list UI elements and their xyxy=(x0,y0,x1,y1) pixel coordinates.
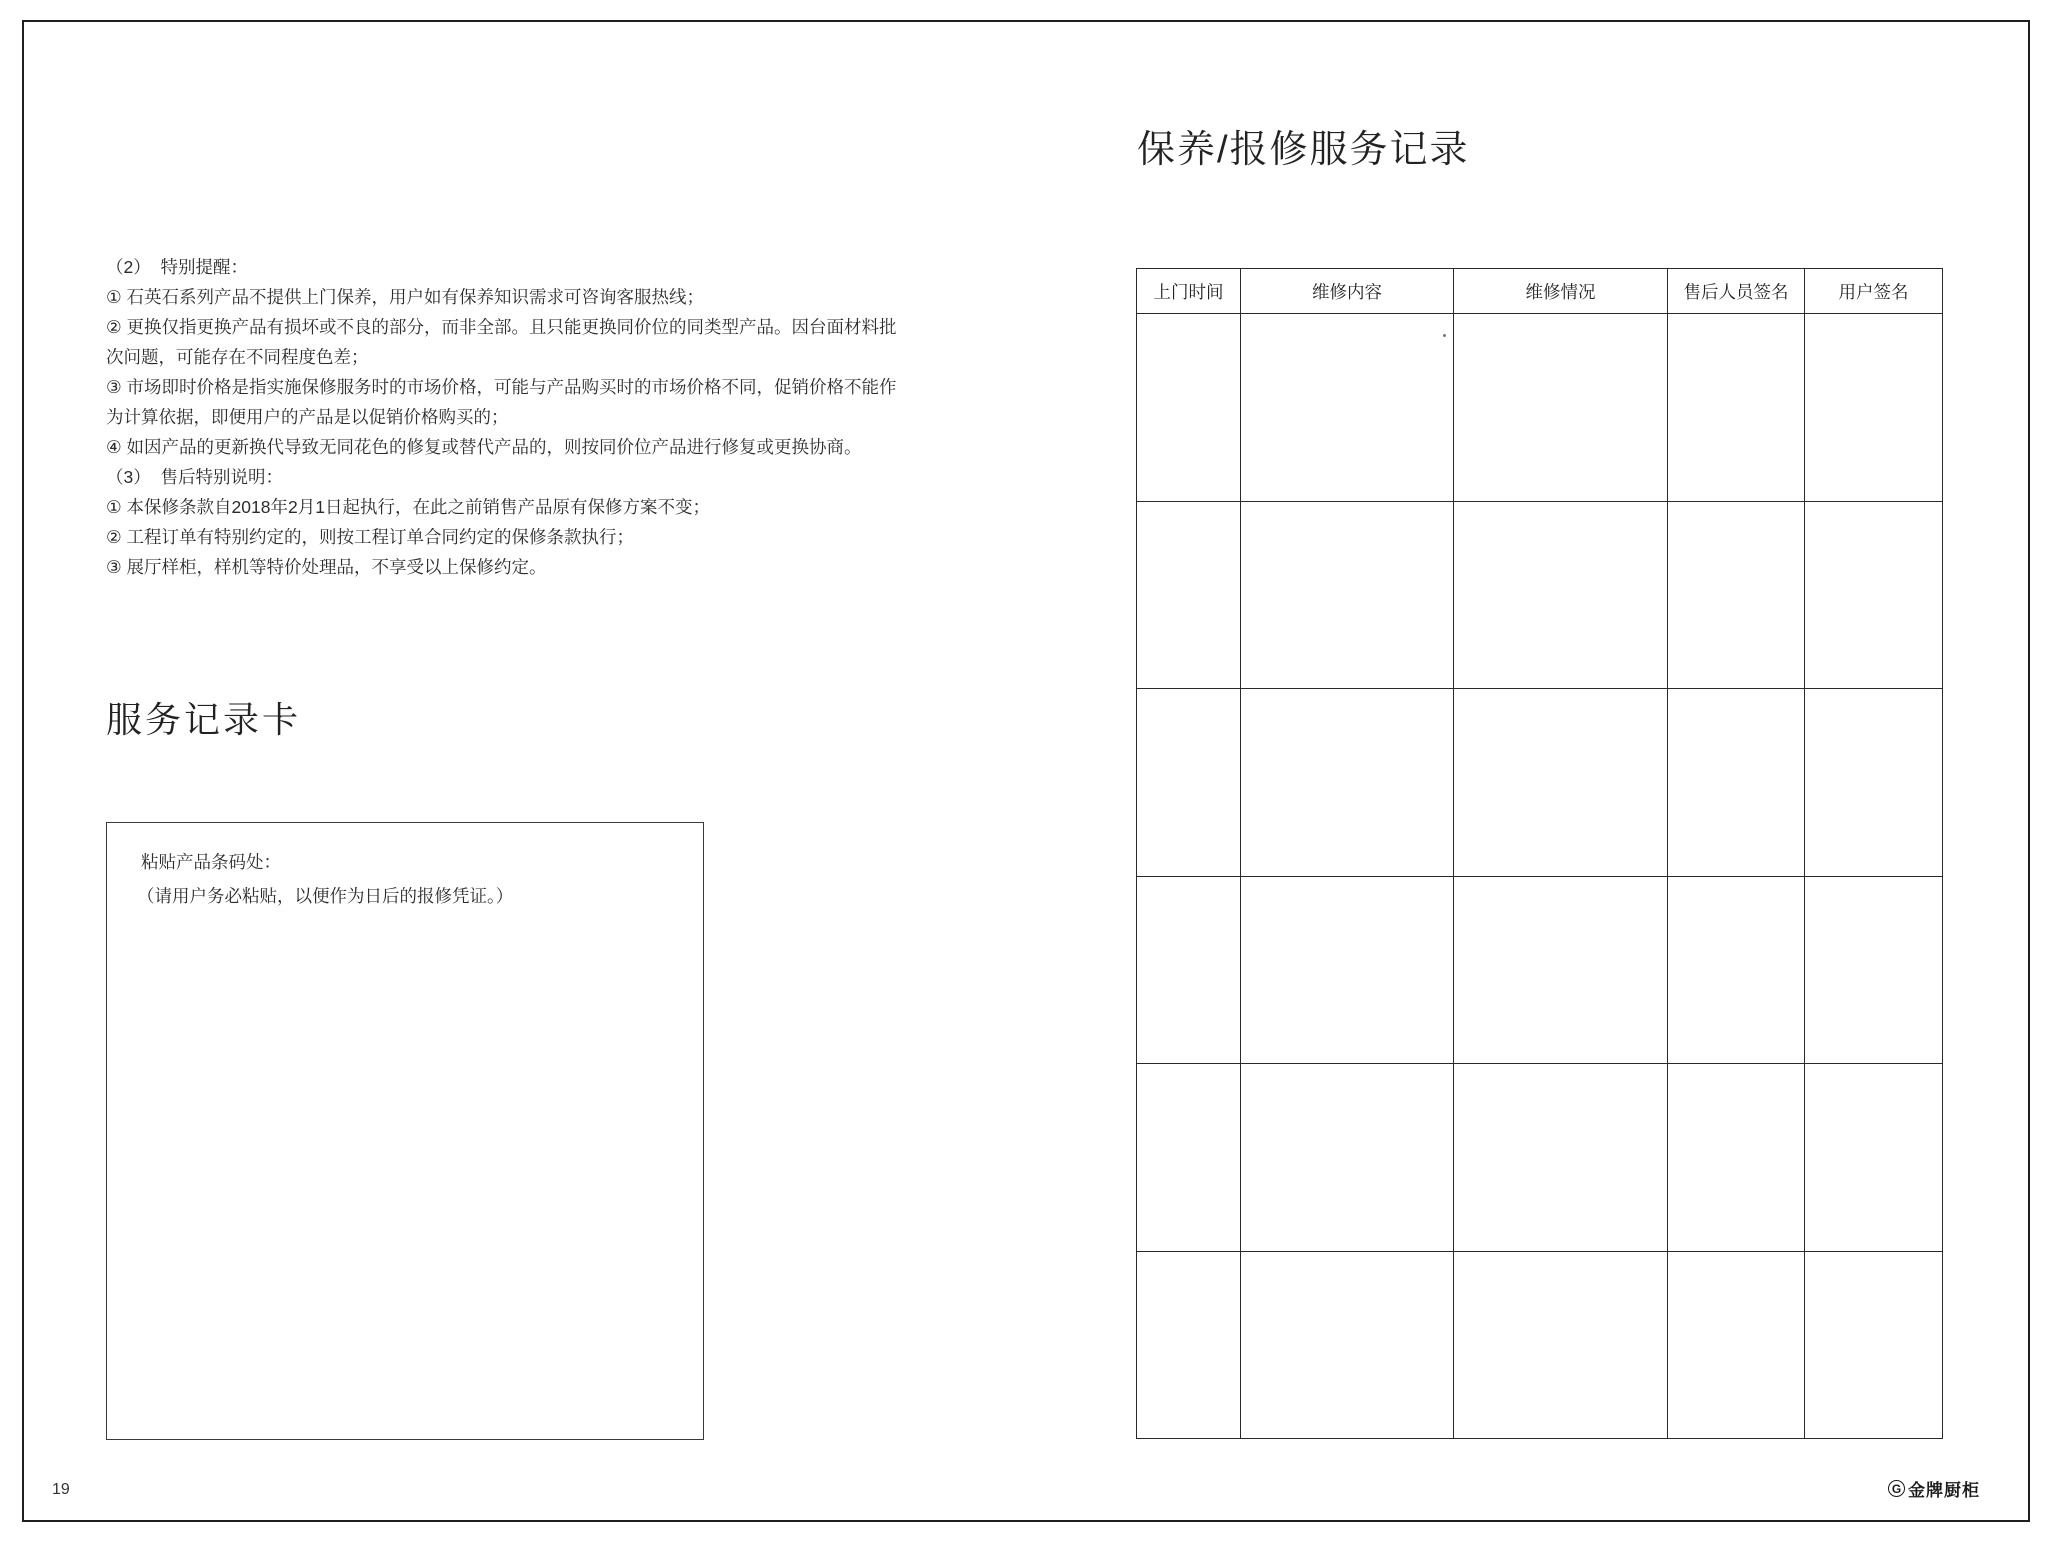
table-cell-empty xyxy=(1454,876,1668,1064)
maintenance-record-table xyxy=(1136,268,1943,1439)
table-cell-empty xyxy=(1668,314,1805,502)
table-header-cell: 用户签名 xyxy=(1805,269,1943,314)
table-cell-empty xyxy=(1137,501,1241,689)
table-cell-empty xyxy=(1668,1251,1805,1439)
table-cell-empty xyxy=(1454,689,1668,877)
notice-line: 次问题，可能存在不同程度色差； xyxy=(106,347,369,367)
table-header-cell: 上门时间 xyxy=(1137,269,1241,314)
brand-name: 金牌厨柜 xyxy=(1908,1481,1980,1500)
table-cell-empty xyxy=(1241,689,1454,877)
table-cell-empty xyxy=(1241,314,1454,502)
table-cell-empty xyxy=(1805,501,1943,689)
table-cell-empty xyxy=(1137,1251,1241,1439)
table-cell-empty xyxy=(1241,501,1454,689)
page-number: 19 xyxy=(52,1481,70,1498)
table-cell-empty xyxy=(1137,314,1241,502)
barcode-paste-box xyxy=(106,822,704,1440)
table-row xyxy=(1137,501,1943,689)
notice-line: （2） 特别提醒： xyxy=(106,257,248,277)
table-cell-empty xyxy=(1454,1064,1668,1252)
barcode-box-label: 粘贴产品条码处： xyxy=(141,852,281,872)
brand-logo xyxy=(1888,1476,1980,1501)
notice-line: 为计算依据，即便用户的产品是以促销价格购买的； xyxy=(106,407,509,427)
table-cell-empty xyxy=(1137,876,1241,1064)
table-cell-empty xyxy=(1454,1251,1668,1439)
table-header-cell: 维修内容 xyxy=(1241,269,1454,314)
maintenance-record-title: 保养/报修服务记录 xyxy=(1137,129,1470,171)
table-cell-empty xyxy=(1241,1251,1454,1439)
notice-line: ① 石英石系列产品不提供上门保养，用户如有保养知识需求可咨询客服热线； xyxy=(106,287,705,307)
notice-line: （3） 售后特别说明： xyxy=(106,467,283,487)
table-cell-empty xyxy=(1454,501,1668,689)
brand-g-icon: G xyxy=(1888,1480,1905,1497)
table-row xyxy=(1137,876,1943,1064)
table-header-cell: 售后人员签名 xyxy=(1668,269,1805,314)
table-cell-empty xyxy=(1137,1064,1241,1252)
barcode-box-note: （请用户务必粘贴，以便作为日后的报修凭证。） xyxy=(137,886,514,906)
table-cell-empty xyxy=(1805,1064,1943,1252)
table-header-row xyxy=(1137,269,1943,314)
table-row xyxy=(1137,1251,1943,1439)
notice-line: ② 工程订单有特别约定的，则按工程订单合同约定的保修条款执行； xyxy=(106,527,635,547)
table-body xyxy=(1137,314,1943,1439)
table-row xyxy=(1137,1064,1943,1252)
table-row xyxy=(1137,314,1943,502)
table-cell-empty xyxy=(1805,689,1943,877)
table-cell-empty xyxy=(1454,314,1668,502)
table-cell-empty xyxy=(1241,876,1454,1064)
service-record-card-title: 服务记录卡 xyxy=(106,699,302,740)
table-cell-empty xyxy=(1805,314,1943,502)
notice-line: ① 本保修条款自2018年2月1日起执行，在此之前销售产品原有保修方案不变； xyxy=(106,497,710,517)
table-cell-empty xyxy=(1805,1251,1943,1439)
table-header xyxy=(1137,269,1943,314)
scan-artifact-dot xyxy=(1443,334,1446,337)
notice-line: ③ 展厅样柜，样机等特价处理品，不享受以上保修约定。 xyxy=(106,557,547,577)
table-row xyxy=(1137,689,1943,877)
table-cell-empty xyxy=(1668,876,1805,1064)
table-cell-empty xyxy=(1241,1064,1454,1252)
table-cell-empty xyxy=(1668,689,1805,877)
notice-line: ④ 如因产品的更新换代导致无同花色的修复或替代产品的，则按同价位产品进行修复或更换协商。 xyxy=(106,437,862,457)
warranty-notice-text xyxy=(106,252,926,582)
notice-line: ③ 市场即时价格是指实施保修服务时的市场价格，可能与产品购买时的市场价格不同，促销价格不能作 xyxy=(106,377,897,397)
table-cell-empty xyxy=(1805,876,1943,1064)
notice-line: ② 更换仅指更换产品有损坏或不良的部分，而非全部。且只能更换同价位的同类型产品。因台面材料批 xyxy=(106,317,897,337)
table-cell-empty xyxy=(1668,501,1805,689)
table-cell-empty xyxy=(1137,689,1241,877)
table-header-cell: 维修情况 xyxy=(1454,269,1668,314)
table-cell-empty xyxy=(1668,1064,1805,1252)
